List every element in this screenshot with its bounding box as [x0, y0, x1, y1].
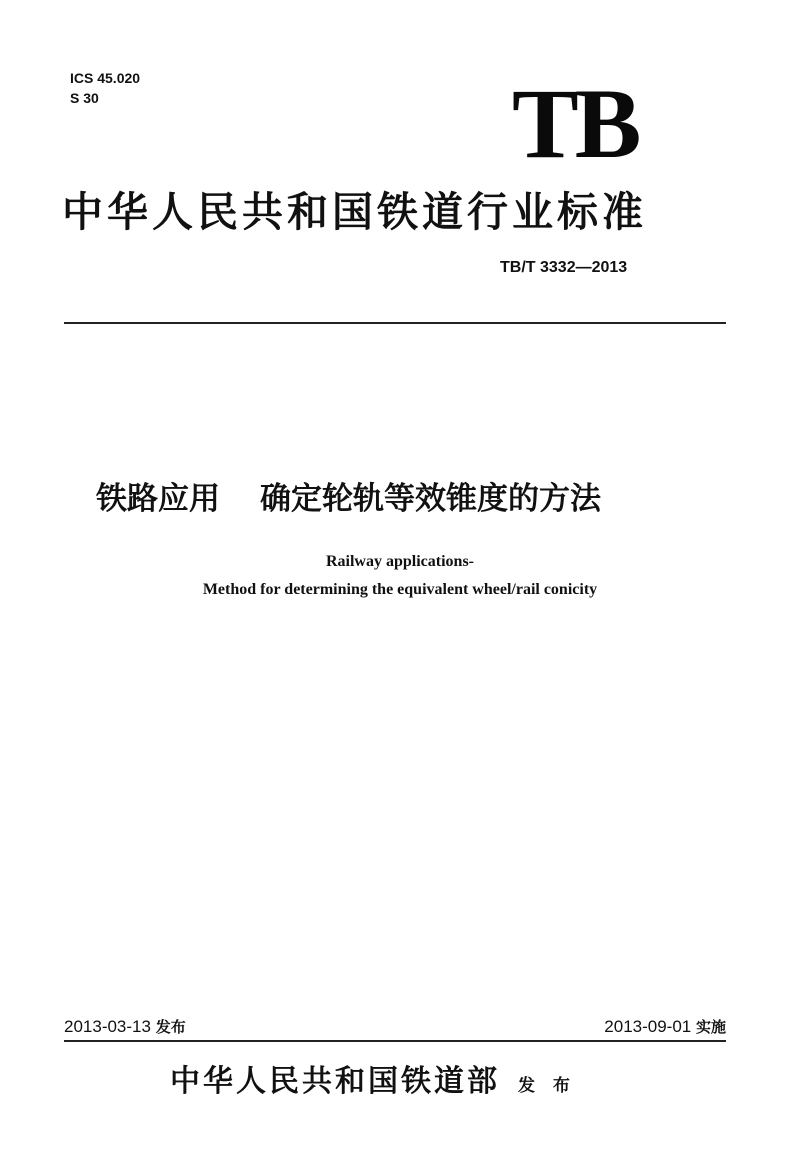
- ccs-code: S 30: [70, 90, 99, 106]
- ics-code: ICS 45.020: [70, 70, 141, 86]
- document-title-cn-part1: 铁路应用: [96, 481, 220, 517]
- top-divider: [64, 322, 726, 324]
- implement-date-line: [560, 1016, 726, 1037]
- bottom-divider: [64, 1040, 726, 1042]
- classification-codes: [70, 68, 140, 108]
- implement-date: 2013-09-01: [604, 1017, 692, 1036]
- implement-label: 实施: [695, 1018, 726, 1036]
- document-title-en-line1: Railway applications-: [325, 553, 474, 570]
- issue-label: 发布: [155, 1018, 186, 1036]
- document-title-en-line2: Method for determining the equivalent wheel/rail conicity: [202, 581, 598, 598]
- issue-date: 2013-03-13: [64, 1017, 151, 1036]
- issue-date-line: [64, 1016, 186, 1037]
- publisher-action: 发 布: [518, 1076, 576, 1096]
- publisher-name: 中华人民共和国铁道部: [170, 1064, 500, 1099]
- publisher-line: [170, 1062, 576, 1106]
- document-title-cn: [96, 478, 601, 520]
- tb-logo: TB: [512, 68, 638, 179]
- document-title-en: [0, 548, 800, 604]
- standard-category-title: 中华人民共和国铁道行业标准: [62, 188, 647, 236]
- standard-number: TB/T 3332—2013: [500, 259, 628, 276]
- document-title-cn-part2: 确定轮轨等效锥度的方法: [260, 481, 601, 517]
